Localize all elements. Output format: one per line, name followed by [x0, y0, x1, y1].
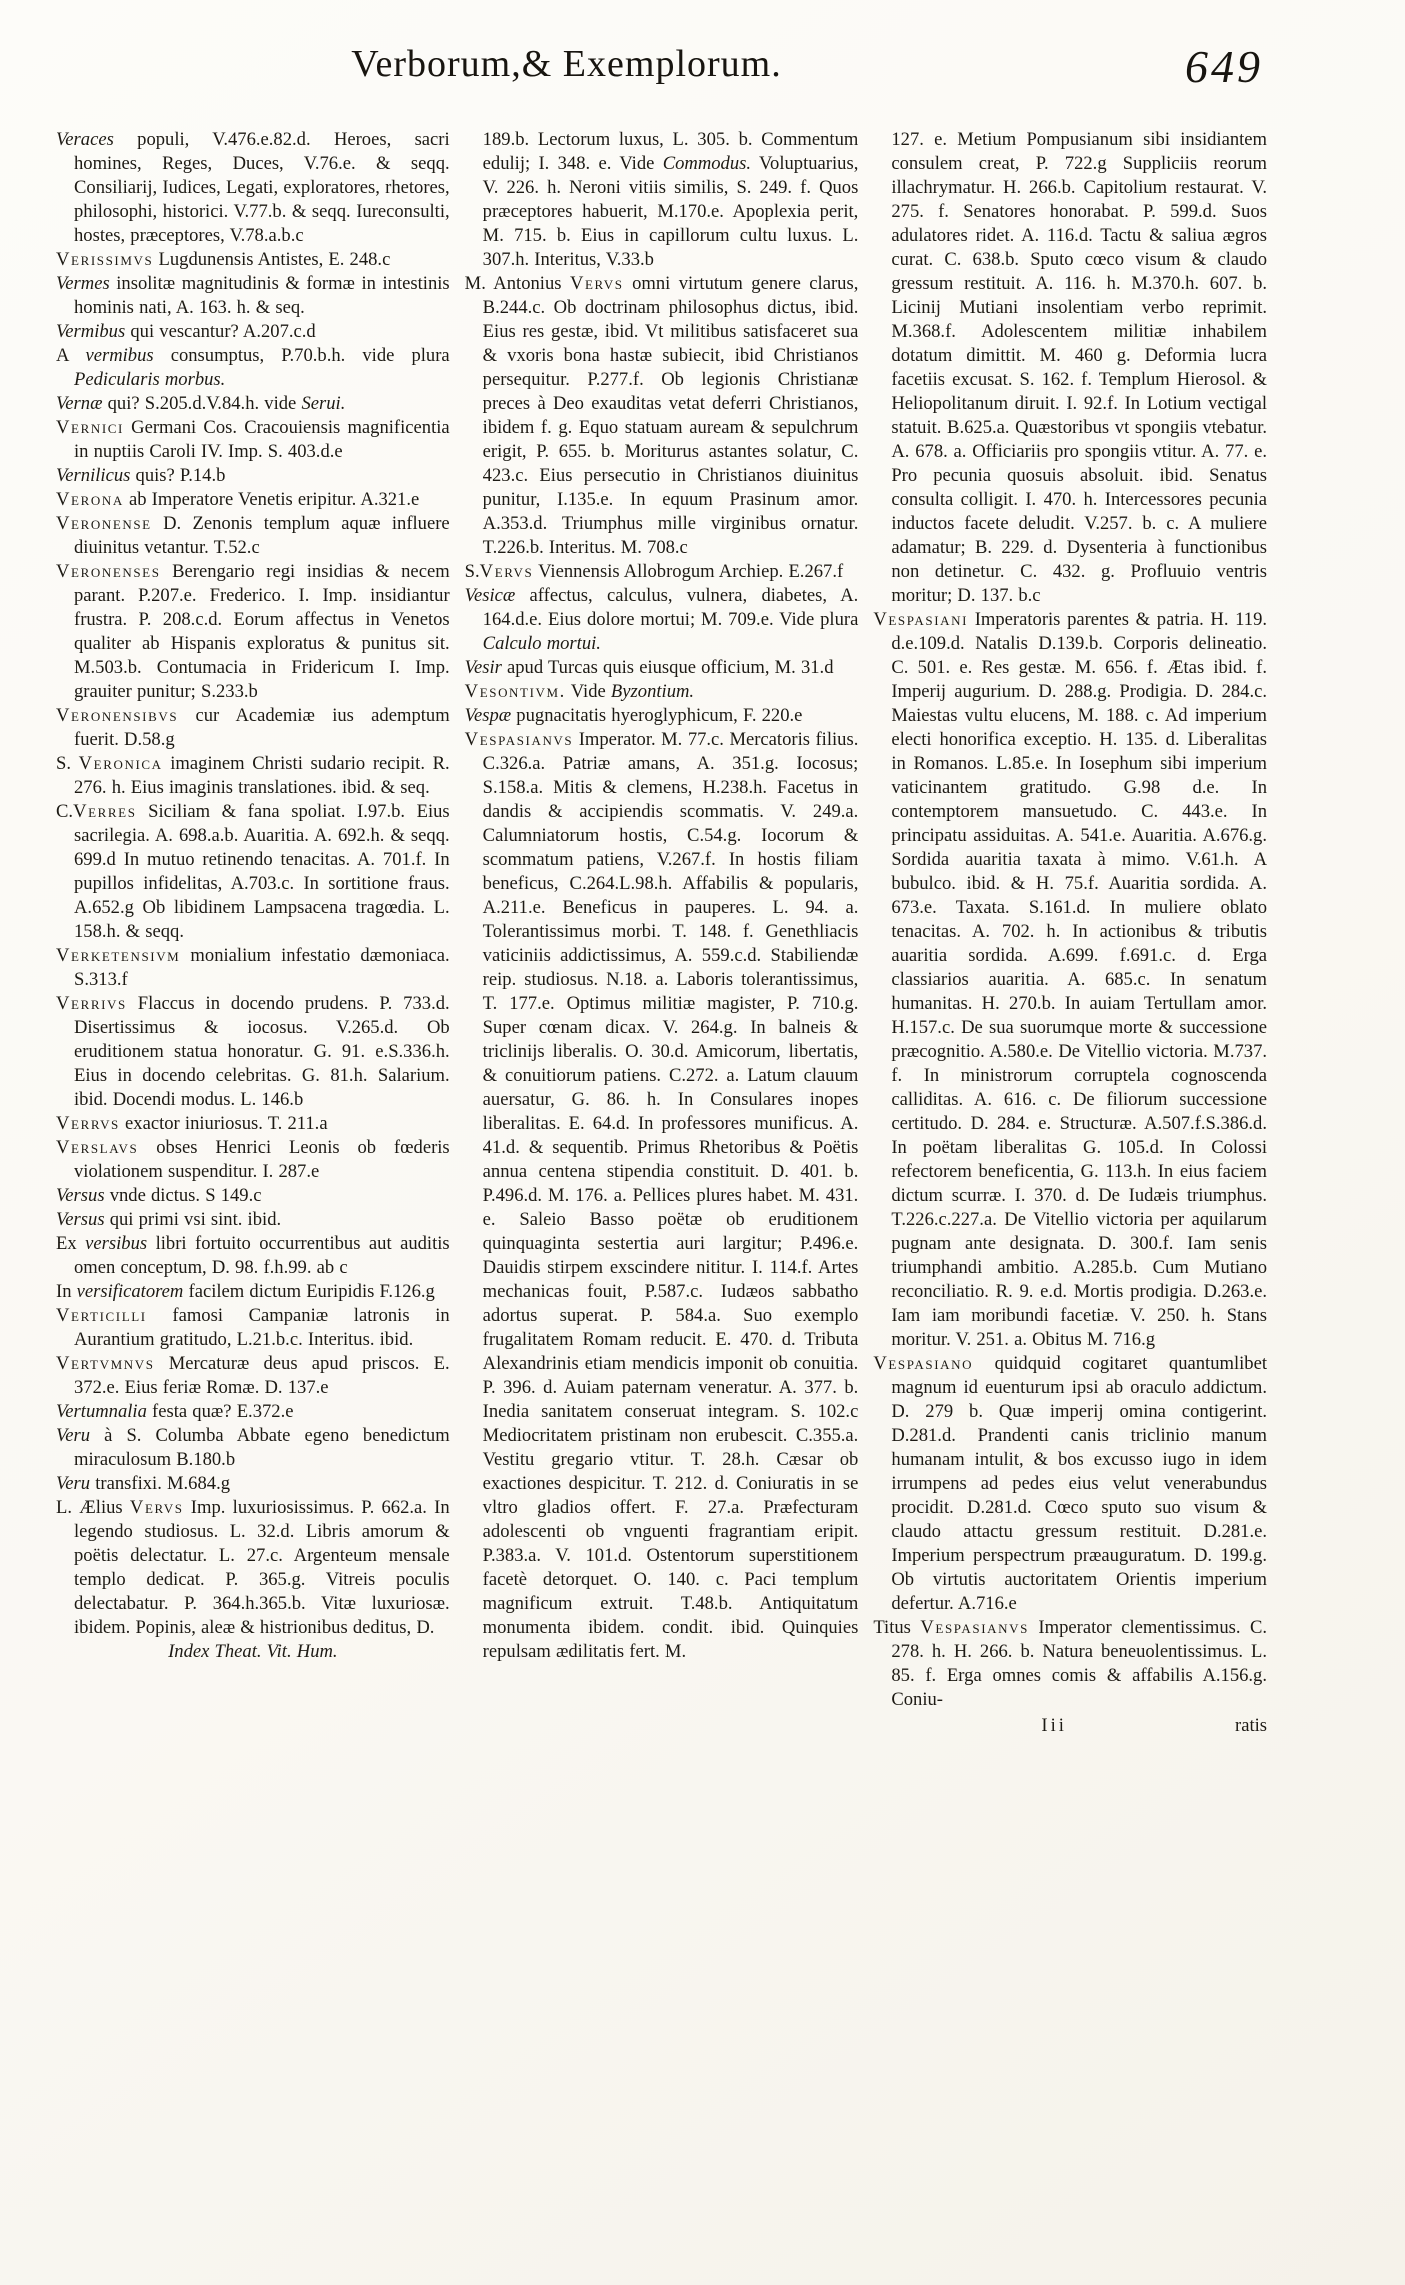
entry-text: Imp. luxuriosissimus. P. 662.a. In legendo studiosus. L. 32.d. Libris amorum & poëtis delectatur. L. 27.c. Argenteum mensale templo dedicat. P. 365.g. Vitreis poculis delectabatur. P. 364.h.365.b. Vitæ luxuriosæ. ibidem. Popinis, aleæ & histrionibus deditus, D.: [74, 1497, 450, 1638]
index-entry: [56, 272, 450, 320]
index-entry: [56, 1136, 450, 1184]
index-entry: [56, 416, 450, 464]
index-entry: [56, 320, 450, 344]
entry-text: consumptus, P.70.b.h. vide plura: [153, 345, 450, 366]
index-column-3-body: [873, 128, 1267, 1712]
index-entry: [465, 728, 859, 1664]
entry-text: M. Antonius: [464, 273, 570, 294]
entry-text: Vide: [565, 681, 611, 702]
index-headword: Vervs: [479, 561, 534, 582]
index-entry: [56, 560, 450, 704]
index-entry: [56, 1352, 450, 1400]
index-headword-italic: Vesir: [464, 657, 502, 678]
entry-text: omni virtutum genere clarus, B.244.c. Ob doctrinam philosophus dictus, ibid. Eius res gestæ, ibid. Vt militibus satisfaceret sua & vxoris bona hastæ subiecit, ibid Christianos persequitur. P.277.f. Ob legionis Christianæ preces à Deo exauditas vetat deferri Christianos, ibidem f. g. Equo statuam auream & sepulchrum erigit, P. 655. b. Moriturus astantes solatur, C. 423.c. Eius persecutio in Christianos diuinitus punitur, I.135.e. In equum Prasinum amor. A.353.d. Triumphus mille virginibus ornatur. T.226.b. Interitus. M. 708.c: [482, 273, 859, 558]
index-column-2: [465, 128, 859, 1738]
index-headword-italic: Veraces: [56, 129, 114, 150]
index-entry: [56, 464, 450, 488]
entry-text: S.: [56, 753, 79, 774]
entry-text: à S. Columba Abbate egeno benedictum miraculosum B.180.b: [74, 1425, 450, 1470]
index-headword-italic: Vespæ: [464, 705, 512, 726]
entry-text: qui vescantur? A.207.c.d: [125, 321, 316, 342]
index-entry: [56, 1496, 450, 1640]
entry-text: facilem dictum Euripidis F.126.g: [183, 1281, 435, 1302]
entry-text: insolitæ magnitudinis & formæ in intestinis hominis nati, A. 163. h. & seq.: [74, 273, 450, 318]
index-entry: [56, 1280, 450, 1304]
index-headword: Verona: [56, 489, 124, 510]
index-headword: Verrivs: [56, 993, 127, 1014]
index-entry: [56, 1424, 450, 1472]
entry-text: qui primi vsi sint. ibid.: [104, 1209, 282, 1230]
index-headword-italic: Veru: [56, 1473, 91, 1494]
index-entry: [56, 1400, 450, 1424]
entry-text: quis? P.14.b: [130, 465, 226, 486]
index-headword: Verticilli: [56, 1305, 147, 1326]
index-column-1: [56, 128, 450, 1738]
index-headword-italic: Byzontium.: [610, 681, 695, 702]
entry-text: Imperator. M. 77.c. Mercatoris filius. C.326.a. Patriæ amans, A. 351.g. Iocosus; S.158.a. Mitis & clemens, H.238.h. Facetus in dandis & accipiendis scommatis. V. 249.a. Calumniatorum hostis, C.54.g. Iocorum & scommatum patiens, V.267.f. In hostis filiam beneficus, C.264.L.98.h. Affabilis & popularis, A.211.e. Beneficus in pauperes. L. 94. a. Tolerantissimus morbi. T. 148. f. Genethliacis vaticiniis addictissimus, A. 559.c.d. Stabiliendæ reip. studiosus. N.18. a. Laboris tolerantissimus, T. 177.e. Optimus militiæ magister, P. 710.g. Super cœnam dicax. V. 264.g. In balneis & triclinijs liberalis. O. 30.d. Amicorum, libertatis, & conuitiorum patiens. C.272. a. Latum clauum auersatur, G. 86. h. In Consulares inopes liberalitas. E. 64.d. In professores munificus. A. 41.d. & sequentib. Primus Rhetoribus & Poëtis annua centena stipendia constituit. D. 401. b. P.496.d. M. 176. a. Pellices plures habet. M. 431. e. Saleio Basso poëtæ ob eruditionem quinquaginta sestertia auri largitur; P.496.e. Dauidis stirpem exscindere nititur. I. 114.f. Artes mechanicas fouit, P.587.c. Iudæos sabbatho adortus superat. P. 584.a. Suo exemplo frugalitatem Romam reducit. E. 470. d. Tributa Alexandrinis etiam mendicis imponit ob conuitia. P. 396. d. Auiam paternam veneratur. A. 377. b. Inedia sanitatem conseruat integram. S. 102.c Mediocritatem pristinam non erubescit. C.355.a. Vestitu gregario vtitur. T. 28.h. Cæsar ob exactiones despicitur. T. 212. d. Coniuratis in se vltro gladios offert. F. 27.a. Præfecturam adolescenti ob vnguenti fragrantiam eripit. P.383.a. V. 101.d. Ostentorum superstitionem facetè detorquet. O. 140. c. Paci templum magnificum extruit. T.48.b. Antiquitatum monumenta ibidem. condit. ibid. Quinquies repulsam ædilitatis fert. M.: [482, 729, 859, 1662]
index-entry: [56, 1184, 450, 1208]
entry-text: famosi Campaniæ latronis in Aurantium gratitudo, L.21.b.c. Interitus. ibid.: [74, 1305, 450, 1350]
index-headword: Veronenses: [56, 561, 161, 582]
index-headword: Verketensivm: [56, 945, 181, 966]
index-entry: [465, 656, 859, 680]
index-entry: [56, 1304, 450, 1352]
entry-text: Mercaturæ deus apud priscos. E. 372.e. Eius feriæ Romæ. D. 137.e: [74, 1353, 450, 1398]
page-number: 649: [1185, 41, 1263, 92]
index-headword-italic: versificatorem: [76, 1281, 184, 1302]
entry-text: Titus: [873, 1617, 921, 1638]
index-headword-italic: Versus: [56, 1185, 105, 1206]
index-headword: Verrvs: [56, 1113, 120, 1134]
entry-text: Berengario regi insidias & necem parant. P.207.e. Frederico. I. Imp. insidiantur frustra. P. 208.c.d. Eorum affectus in Venetos qualiter ab Hispanis exploratus & punitus sit. M.503.b. Contumacia in Fridericum I. Imp. grauiter punitur; S.233.b: [74, 561, 450, 702]
index-headword-italic: versibus: [85, 1233, 148, 1254]
entry-text: ab Imperatore Venetis eripitur. A.321.e: [123, 489, 420, 510]
entry-text: D. Zenonis templum aquæ influere diuinitus vetantur. T.52.c: [74, 513, 450, 558]
index-headword: Vespasiani: [873, 609, 969, 630]
index-entry: [56, 488, 450, 512]
index-entry: [873, 1352, 1267, 1616]
entry-text: Imperatoris parentes & patria. H. 119. d.e.109.d. Natalis D.139.b. Corporis delineatio. C. 501. e. Res gestæ. M. 656. f. Ætas ibid. f. Imperij augurium. D. 288.g. Prodigia. D. 284.c. Maiestas vultu elucens, M. 188. c. Ad imperium electi honorifica exceptio. H. 135. d. Liberalitas in Romanos. L.85.e. In Iosephum sibi imperium vaticinantem gratitudo. G.98 d.e. In contemptorem mansuetudo. C. 443.e. In principatu assiduitas. A. 541.e. Auaritia. A.676.g. Sordida auaritia taxata à mimo. V.61.h. A bubulco. ibid. & H. 75.f. Auaritia sordida. A. 673.e. Taxata. S.161.d. In muliere oblato tenacitas. A. 702. h. In actionibus & tributis auaritia sordida. A.699. f.691.c. d. Erga classiarios auaritia. A. 685.c. In senatum humanitas. H. 270.b. In auiam Tertullam amor. H.157.c. De sua suorumque morte & successione præcognitio. A.580.e. De Vitellio victoria. M.737. f. In ministrorum corruptela cognoscenda calliditas. A. 616. c. De filiorum successione certitudo. D. 284. e. Structuræ. A.507.f.S.386.d. In poëtam liberalitas G. 105.d. In Colossi refectorem beneficentia, G. 113.h. In eius faciem dictum scurræ. I. 370. d. De Iudæis triumphus. T.226.c.227.a. De Vitellio victoria per aquilarum pugnam ante designata. D. 300.f. Iam senis triumphandi ambitio. A.285.b. Cum Mutiano reconciliatio. R. 9. e.d. Mortis prodigia. D.263.e. Iam iam moribundi facetiæ. V. 250. h. Stans moritur. V. 251. a. Obitus M. 716.g: [891, 609, 1268, 1350]
index-entry: [56, 800, 450, 944]
page-header: [56, 42, 1267, 114]
entry-text: pugnacitatis hyeroglyphicum, F. 220.e: [511, 705, 803, 726]
index-headword: Verissimvs: [56, 249, 154, 270]
index-headword: Verslavs: [56, 1137, 139, 1158]
index-headword: Veronense: [56, 513, 152, 534]
index-entry: [56, 752, 450, 800]
entry-text: L. Ælius: [56, 1497, 130, 1518]
entry-text: exactor iniuriosus. T. 211.a: [119, 1113, 328, 1134]
entry-text: vnde dictus. S 149.c: [104, 1185, 262, 1206]
index-column-1-body: [56, 128, 450, 1664]
index-entry: [56, 344, 450, 392]
index-headword-italic: Vertumnalia: [56, 1401, 147, 1422]
index-headword: Vervs: [129, 1497, 184, 1518]
entry-text: Imperator clementissimus. C. 278. h. H. 266. b. Natura beneuolentissimus. L. 85. f. Erga omnes comis & affabilis A.156.g. Coniu-: [891, 1617, 1268, 1710]
entry-text: monialium infestatio dæmoniaca. S.313.f: [74, 945, 450, 990]
index-entry: [465, 128, 859, 272]
index-headword-italic: Pedicularis morbus.: [74, 369, 226, 390]
entry-text: 127. e. Metium Pompusianum sibi insidiantem consulem creat, P. 722.g Suppliciis reorum illachrymatur. H. 266.b. Capitolium restaurat. V. 275. f. Senatores honorabat. P. 599.d. Suos adulatores ridet. A. 116.d. Tactu & saliua ægros curat. C. 638.b. Sputo cœco visum & claudo gressum restituit. A. 116. h. M.370.h. 607. b. Licinij Mutiani insolentiam verbo reprimit. M.368.f. Adolescentem militiæ inhabilem dotatum dimittit. M. 460 g. Deformia lucra facetiis excusat. S. 162. f. Templum Hierosol. & Heliopolitanum diruit. I. 92.f. In Lotium vectigal statuit. B.625.a. Quæstoribus vt spongiis vtebatur. A. 678. a. Officiariis pro spongiis vtitur. A. 77. e. Pro pecunia quosuis absoluit. ibid. Senatus consulta colligit. I. 470. h. Intercessores pecunia inductos facete deludit. V.257. b. c. A muliere adamatur; B. 229. d. Dysenteria à functionibus non detinetur. C. 432. g. Profluuio ventris moritur; D. 137. b.c: [891, 129, 1268, 606]
entry-text: S.: [464, 561, 480, 582]
entry-text: imaginem Christi sudario recipit. R. 276. h. Eius imaginis translationes. ibid. & seq.: [74, 753, 450, 798]
index-headword: Veronica: [78, 753, 163, 774]
index-entry: [56, 944, 450, 992]
index-entry: [56, 704, 450, 752]
index-entry: [56, 1232, 450, 1280]
entry-text: festa quæ? E.372.e: [146, 1401, 294, 1422]
index-entry: [873, 1616, 1267, 1712]
index-headword-italic: Vermibus: [56, 321, 126, 342]
index-entry: [56, 128, 450, 248]
index-headword: Vespasiano: [873, 1353, 974, 1374]
index-entry: [56, 392, 450, 416]
index-headword: Vespasianvs: [464, 729, 574, 750]
index-entry: [56, 1112, 450, 1136]
entry-text: Ex: [56, 1233, 86, 1254]
index-headword-italic: Serui.: [301, 393, 346, 414]
index-entry: [56, 1640, 450, 1664]
index-entry: [465, 272, 859, 560]
entry-text: Voluptuarius, V. 226. h. Neroni vitiis similis, S. 249. f. Quos præceptores habuerit, M.170.e. Apoplexia perit, M. 715. b. Eius in capillorum cultu luxus. L. 307.h. Interitus, V.33.b: [482, 153, 859, 270]
index-column-3: [873, 128, 1267, 1738]
entry-text: Siciliam & fana spoliat. I.97.b. Eius sacrilegia. A. 698.a.b. Auaritia. A. 692.h. & seqq. 699.d In mutuo retinendo tenacitas. A. 701.f. In pupillos infidelitas, A.703.c. In sortitione fraus. A.652.g Ob libidinem Lampsacena tragœdia. L. 158.h. & seqq.: [74, 801, 450, 942]
index-headword-italic: Vernilicus: [56, 465, 131, 486]
signature-mark: Iii: [1041, 1715, 1067, 1736]
index-entry: [56, 1472, 450, 1496]
entry-text: affectus, calculus, vulnera, diabetes, A. 164.d.e. Eius dolore mortui; M. 709.e. Vide plura: [482, 585, 859, 630]
index-headword: Veronensibvs: [56, 705, 179, 726]
index-headword: Vervs: [569, 273, 624, 294]
index-headword-italic: Versus: [56, 1209, 105, 1230]
index-headword-italic: vermibus: [85, 345, 154, 366]
index-headword-italic: Veru: [56, 1425, 91, 1446]
entry-text: Viennensis Allobrogum Archiep. E.267.f: [533, 561, 844, 582]
index-headword-italic: Calculo mortui.: [482, 633, 601, 654]
entry-text: cur Academiæ ius ademptum fuerit. D.58.g: [74, 705, 450, 750]
entry-text: Lugdunensis Antistes, E. 248.c: [153, 249, 391, 270]
index-entry: [56, 1208, 450, 1232]
entry-text: In: [56, 1281, 77, 1302]
entry-text: Flaccus in docendo prudens. P. 733.d. Disertissimus & iocosus. V.265.d. Ob eruditionem statua honoratur. G. 91. e.S.336.h. Eius in docendo celebritas. G. 81.h. Salarium. ibid. Docendi modus. L. 146.b: [74, 993, 450, 1110]
entry-text: Germani Cos. Cracouiensis magnificentia in nuptiis Caroli IV. Imp. S. 403.d.e: [74, 417, 450, 462]
index-headword-italic: Vermes: [56, 273, 110, 294]
signature-line: [873, 1714, 1267, 1738]
index-headword: Vespasianvs: [920, 1617, 1029, 1638]
index-entry: [873, 608, 1267, 1352]
index-entry: [465, 560, 859, 584]
index-columns: [56, 128, 1267, 1738]
entry-text: transfixi. M.684.g: [90, 1473, 231, 1494]
index-column-2-body: [465, 128, 859, 1664]
index-headword-italic: Index Theat. Vit. Hum.: [168, 1641, 338, 1662]
entry-text: qui? S.205.d.V.84.h. vide: [102, 393, 302, 414]
index-headword: Vernici: [56, 417, 124, 438]
entry-text: quidquid cogitaret quantumlibet magnum id euenturum ipsi ab oraculo addictum. D. 279 b. Quæ imperij omina contigerint. D.281.d. Prandenti canis triclinio manum humanam intulit, & bos excusso iugo in idem irrumpens ad pedes eius velut venerabundus procidit. D.281.d. Cœco sputo suo visum & claudo attactu gressum restituit. D.281.e. Imperium perspectrum præauguratum. D. 199.g. Ob virtutis auctoritatem Orientis imperium defertur. A.716.e: [891, 1353, 1268, 1614]
index-entry: [465, 584, 859, 656]
index-entry: [56, 248, 450, 272]
entry-text: libri fortuito occurrentibus aut auditis omen conceptum, D. 98. f.h.99. ab c: [74, 1233, 450, 1278]
index-headword-italic: Commodus.: [662, 153, 752, 174]
entry-text: apud Turcas quis eiusque officium, M. 31.d: [501, 657, 834, 678]
index-headword-italic: Vesicæ: [464, 585, 516, 606]
entry-text: 189.b. Lectorum luxus, L. 305. b. Commentum edulij; I. 348. e. Vide: [482, 129, 859, 174]
entry-text: A: [56, 345, 86, 366]
entry-text: C.: [56, 801, 74, 822]
index-entry: [465, 704, 859, 728]
entry-text: obses Henrici Leonis ob fœderis violationem suspenditur. I. 287.e: [74, 1137, 450, 1182]
index-headword: Vesontivm.: [464, 681, 566, 702]
index-entry: [56, 512, 450, 560]
index-entry: [56, 992, 450, 1112]
running-title: Verborum,& Exemplorum.: [351, 43, 782, 85]
catchword: ratis: [1235, 1715, 1268, 1736]
index-entry: [873, 128, 1267, 608]
index-headword: Verres: [73, 801, 137, 822]
index-headword: Vertvmnvs: [56, 1353, 155, 1374]
entry-text: populi, V.476.e.82.d. Heroes, sacri homines, Reges, Duces, V.76.e. & seqq. Consiliarij, Iudices, Legati, exploratores, rhetores, philosophi, historici. V.77.b. & seqq. Iureconsulti, hostes, præceptores, V.78.a.b.c: [74, 129, 450, 246]
index-entry: [465, 680, 859, 704]
index-headword-italic: Vernæ: [56, 393, 103, 414]
